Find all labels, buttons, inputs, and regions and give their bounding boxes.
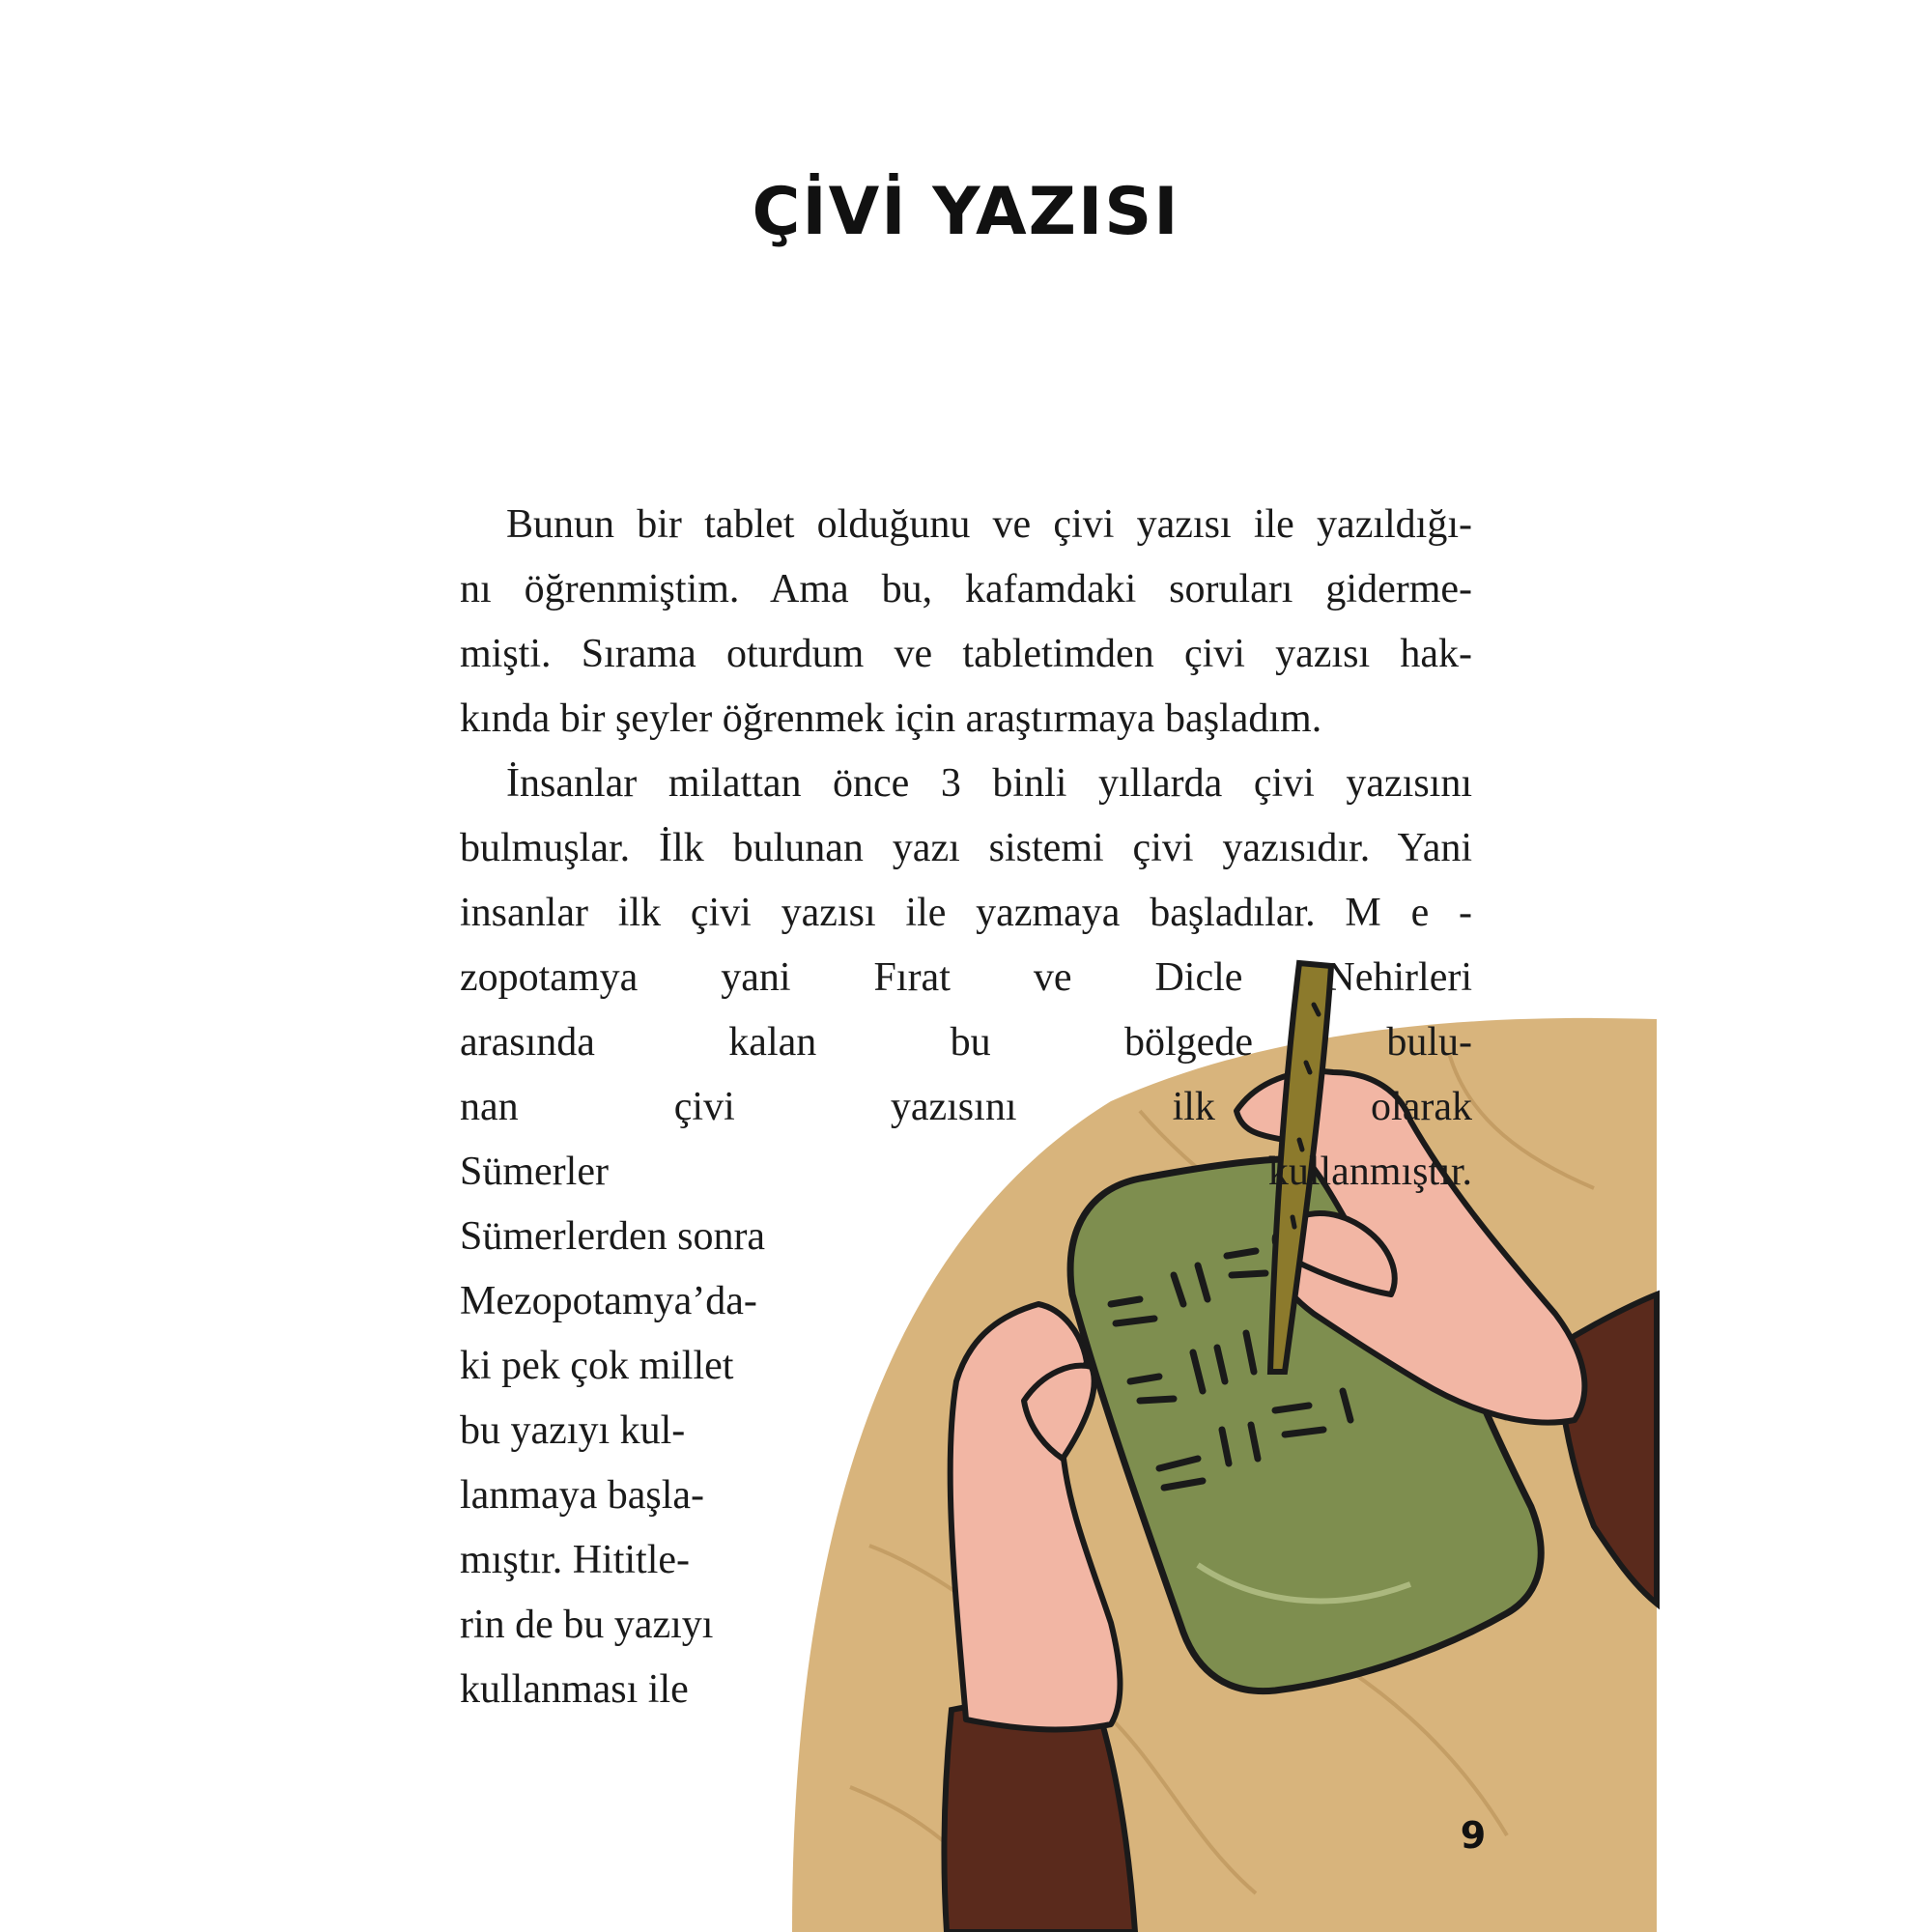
text-line: Sümerlerden sonra (460, 1214, 766, 1259)
text-line: bulmuşlar. İlk bulunan yazı sistemi çivi yazısıdır. Yani (460, 826, 1472, 870)
page-number: 9 (1460, 1814, 1487, 1857)
text-line: ki pek çok millet (460, 1344, 734, 1388)
left-sleeve (945, 1705, 1135, 1932)
text-line: İnsanlar milattan önce 3 binli yıllarda çivi yazısını (506, 761, 1472, 806)
text-line: insanlar ilk çivi yazısı ile yazmaya başladılar. M e - (460, 891, 1472, 935)
text-line: Sümerler kullanmıştır. (460, 1150, 1472, 1194)
text-line: lanmaya başla- (460, 1473, 705, 1518)
text-line: Mezopotamya’da- (460, 1279, 757, 1323)
text-line: kında bir şeyler öğrenmek için araştırmaya başladım. (460, 696, 1322, 741)
page-title: ÇİVİ YAZISI (752, 174, 1180, 250)
text-line: nı öğrenmiştim. Ama bu, kafamdaki soruları giderme- (460, 567, 1472, 611)
text-line: rin de bu yazıyı (460, 1603, 714, 1647)
text-line: arasında kalan bu bölgede bulu- (460, 1020, 1472, 1065)
text-line: bu yazıyı kul- (460, 1408, 686, 1453)
text-line: zopotamya yani Fırat ve Dicle Nehirleri (460, 955, 1472, 1000)
text-line: Bunun bir tablet olduğunu ve çivi yazısı ile yazıldığı- (506, 502, 1472, 547)
text-line: nan çivi yazısını ilk olarak (460, 1085, 1472, 1129)
text-line: mıştır. Hititle- (460, 1538, 690, 1582)
text-line: mişti. Sırama oturdum ve tabletimden çivi yazısı hak- (460, 632, 1472, 676)
text-line: kullanması ile (460, 1667, 689, 1712)
